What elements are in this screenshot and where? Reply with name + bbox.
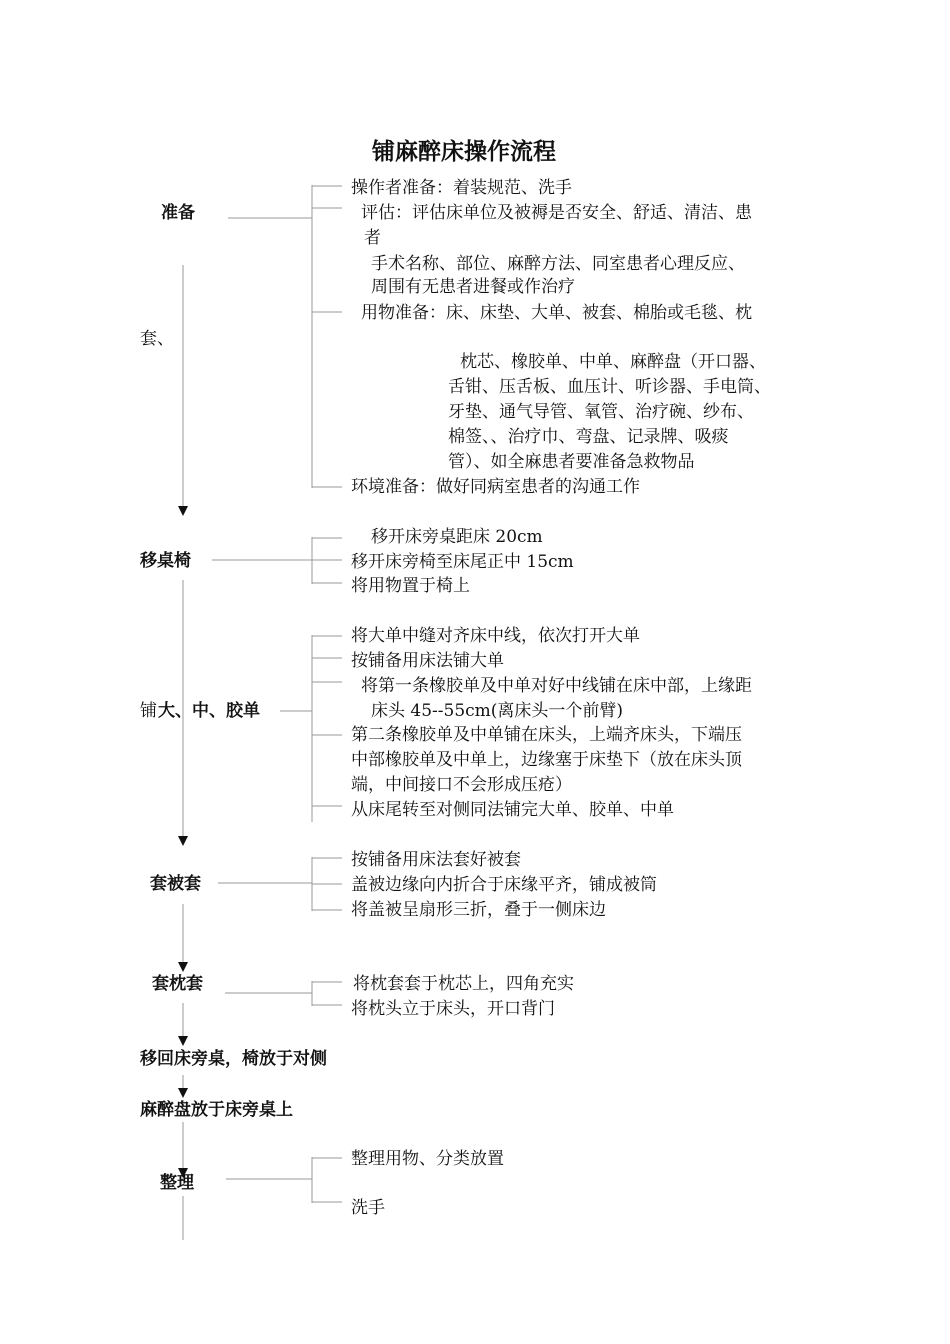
page-title: 铺麻醉床操作流程 — [372, 139, 556, 165]
step-item: 端，中间接口不会形成压疮） — [351, 775, 572, 795]
flow-arrow — [178, 506, 188, 516]
step-label-spread-sheets: 大、中、胶单 — [158, 701, 260, 721]
step-item: 床头 45--55cm(离床头一个前臂) — [371, 701, 624, 721]
flow-arrow — [178, 1088, 188, 1098]
step-item: 牙垫、通气导管、氧管、治疗碗、纱布、 — [448, 402, 754, 422]
step-item: 将第一条橡胶单及中单对好中线铺在床中部，上缘距 — [361, 676, 752, 696]
step-item: 按铺备用床法铺大单 — [351, 651, 504, 671]
step-label-quilt-cover: 套被套 — [150, 874, 201, 894]
step-item: 手术名称、部位、麻醉方法、同室患者心理反应、 — [371, 254, 745, 274]
step-item: 舌钳、压舌板、血压计、听诊器、手电筒、 — [448, 377, 771, 397]
step-item: 按铺备用床法套好被套 — [351, 850, 521, 870]
step-item: 将盖被呈扇形三折，叠于一侧床边 — [351, 900, 606, 920]
step-item: 移开床旁桌距床 20cm — [371, 527, 543, 547]
step-item: 盖被边缘向内折合于床缘平齐，铺成被筒 — [351, 875, 657, 895]
step-item: 将大单中缝对齐床中线，依次打开大单 — [351, 626, 640, 646]
flow-arrow — [178, 1036, 188, 1046]
step-item: 洗手 — [351, 1198, 385, 1218]
step-label-move-furniture: 移桌椅 — [140, 551, 191, 571]
step-item: 移开床旁椅至床尾正中 15cm — [351, 552, 574, 572]
step-item: 整理用物、分类放置 — [351, 1149, 504, 1169]
step-item: 将枕套套于枕芯上，四角充实 — [353, 974, 574, 994]
step-item: 枕芯、橡胶单、中单、麻醉盘（开口器、 — [460, 352, 766, 372]
step-item: 环境准备：做好同病室患者的沟通工作 — [351, 477, 640, 497]
stray-text: 套、 — [140, 329, 174, 349]
step-item: 棉签、、治疗巾、弯盘、记录牌、吸痰 — [448, 427, 729, 447]
step-label-return-furniture: 移回床旁桌，椅放于对侧 — [140, 1049, 327, 1069]
flow-arrow — [178, 836, 188, 846]
step-item: 管）、如全麻患者要准备急救物品 — [448, 452, 695, 472]
step-label-prefix: 铺 — [140, 701, 157, 721]
step-item: 从床尾转至对侧同法铺完大单、胶单、中单 — [351, 800, 674, 820]
step-item: 将用物置于椅上 — [351, 576, 470, 596]
step-label-anesthesia-tray: 麻醉盘放于床旁桌上 — [140, 1100, 293, 1120]
step-item: 中部橡胶单及中单上，边缘塞于床垫下（放在床头顶 — [351, 750, 742, 770]
step-item: 将枕头立于床头，开口背门 — [351, 999, 555, 1019]
step-label-tidy-up: 整理 — [160, 1173, 194, 1193]
step-item: 周围有无患者进餐或作治疗 — [371, 277, 575, 297]
step-item: 第二条橡胶单及中单铺在床头，上端齐床头，下端压 — [351, 725, 742, 745]
step-item: 操作者准备：着装规范、洗手 — [351, 178, 572, 198]
step-item: 用物准备：床、床垫、大单、被套、棉胎或毛毯、枕 — [361, 303, 752, 323]
step-item: 评估：评估床单位及被褥是否安全、舒适、清洁、患 — [361, 203, 752, 223]
step-label-pillowcase: 套枕套 — [152, 974, 203, 994]
step-label-prepare: 准备 — [161, 203, 195, 223]
flow-arrow — [178, 962, 188, 972]
step-item: 者 — [364, 228, 381, 248]
